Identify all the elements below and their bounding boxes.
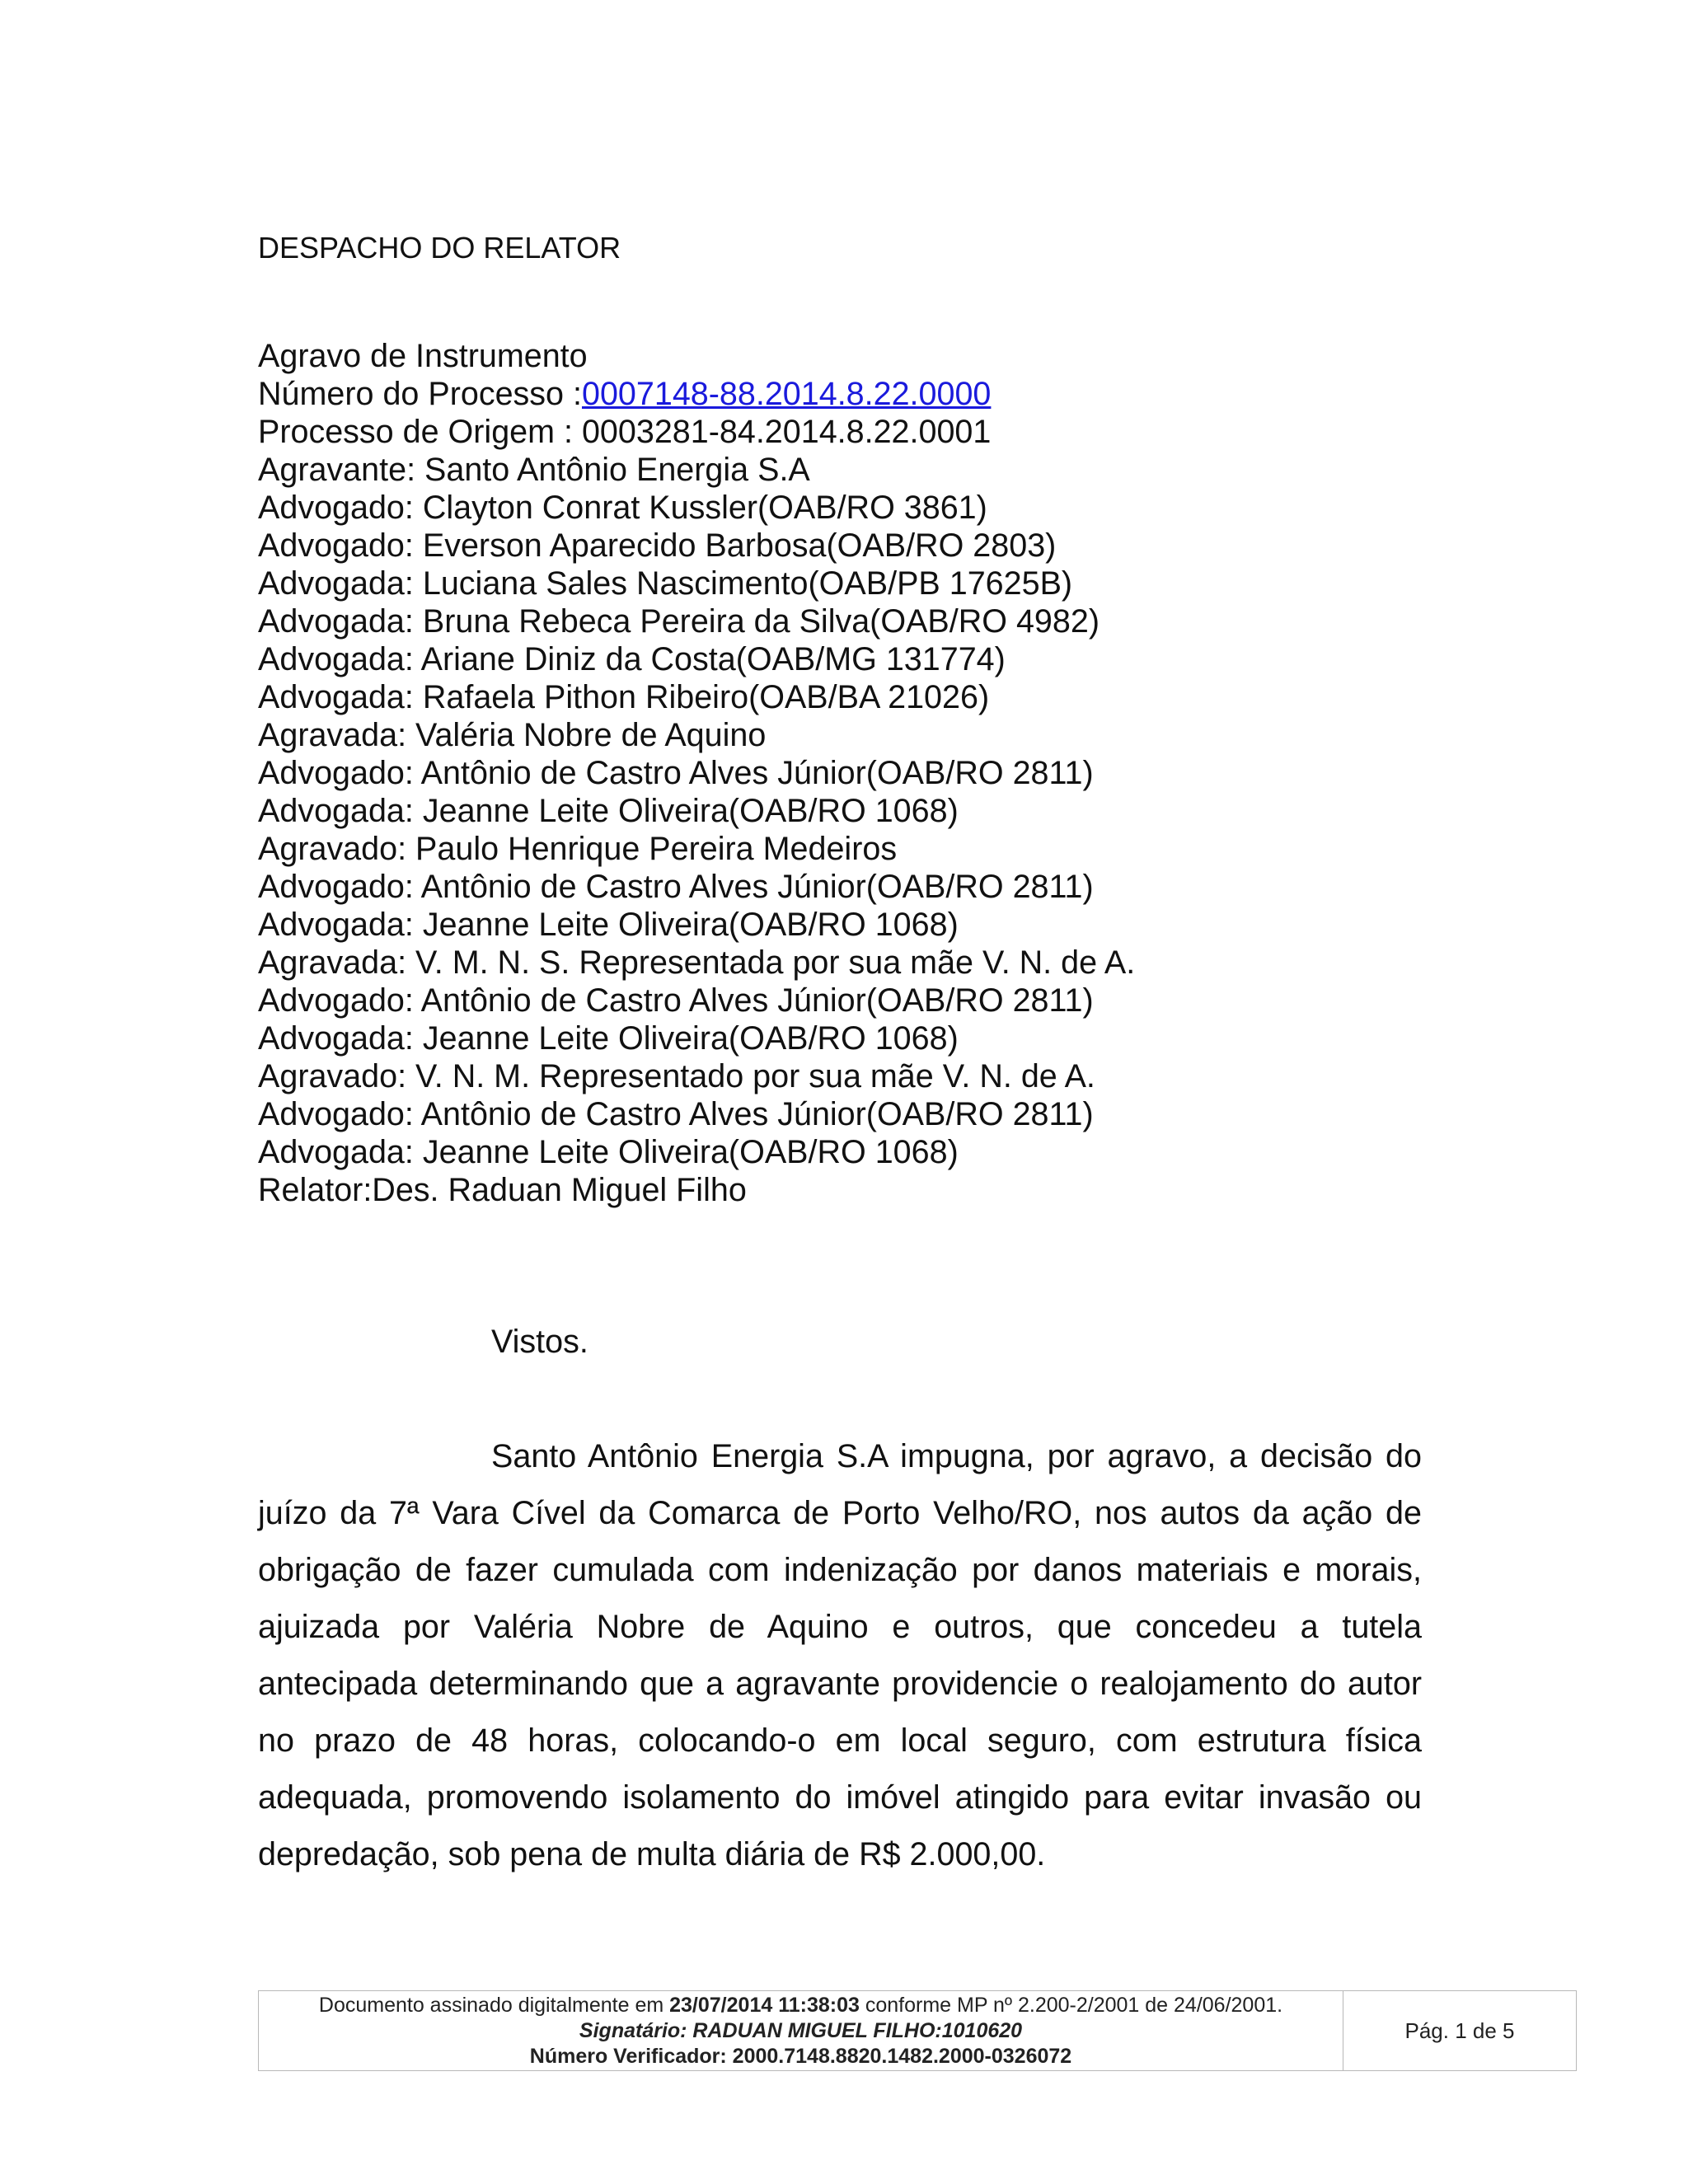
lawyer-line: Advogada: Jeanne Leite Oliveira(OAB/RO 1068) bbox=[258, 1134, 959, 1170]
page-title: DESPACHO DO RELATOR bbox=[258, 231, 621, 265]
lawyer-line: Advogada: Ariane Diniz da Costa(OAB/MG 131774) bbox=[258, 641, 1006, 677]
signature-datetime: 23/07/2014 11:38:03 bbox=[669, 1993, 860, 2017]
signature-footer bbox=[258, 1990, 1577, 2071]
party-line: Agravado: V. N. M. Representado por sua mãe V. N. de A. bbox=[258, 1058, 1095, 1094]
signature-info bbox=[259, 1991, 1343, 2070]
lawyer-line: Advogado: Everson Aparecido Barbosa(OAB/RO 2803) bbox=[258, 527, 1057, 564]
party-line: Agravante: Santo Antônio Energia S.A bbox=[258, 452, 810, 488]
verifier-number: Número Verificador: 2000.7148.8820.1482.2000-0326072 bbox=[529, 2044, 1072, 2068]
process-number-link[interactable]: 0007148-88.2014.8.22.0000 bbox=[581, 376, 992, 412]
vistos-text: Vistos. bbox=[491, 1324, 588, 1360]
party-line: Agravada: V. M. N. S. Representada por sua mãe V. N. de A. bbox=[258, 944, 1136, 981]
page-number: Pág. 1 de 5 bbox=[1404, 2018, 1515, 2043]
case-header bbox=[258, 337, 1494, 1209]
lawyer-line: Advogada: Bruna Rebeca Pereira da Silva(OAB/RO 4982) bbox=[258, 603, 1100, 640]
origin-process-line: Processo de Origem : 0003281-84.2014.8.22.0001 bbox=[258, 414, 992, 450]
process-number-line bbox=[258, 375, 1494, 413]
body-paragraph: Santo Antônio Energia S.A impugna, por agravo, a decisão do juízo da 7ª Vara Cível da Comarca de Porto Velho/RO, nos autos da ação de obrigação de fazer cumulada com indenização por danos materiais e morais, ajuizada por Valéria Nobre de Aquino e outros, que concedeu a tutela antecipada determinando que a agravante providencie o realojamento do autor no prazo de 48 horas, colocando-o em local seguro, com estrutura física adequada, promovendo isolamento do imóvel atingido para evitar invasão ou depredação, sob pena de multa diária de R$ 2.000,00. bbox=[258, 1438, 1422, 1872]
signatory-name: Signatário: RADUAN MIGUEL FILHO:1010620 bbox=[579, 2018, 1023, 2042]
lawyer-line: Advogado: Antônio de Castro Alves Júnior(OAB/RO 2811) bbox=[258, 982, 1094, 1019]
lawyer-line: Advogada: Luciana Sales Nascimento(OAB/PB 17625B) bbox=[258, 565, 1073, 602]
lawyer-line: Advogada: Jeanne Leite Oliveira(OAB/RO 1068) bbox=[258, 1020, 959, 1057]
verifier-line bbox=[530, 2044, 1071, 2069]
lawyer-line: Advogada: Rafaela Pithon Ribeiro(OAB/BA 21026) bbox=[258, 679, 990, 715]
party-line: Agravada: Valéria Nobre de Aquino bbox=[258, 717, 767, 753]
signature-line-1 bbox=[319, 1993, 1282, 2018]
signature-suffix: conforme MP nº 2.200-2/2001 de 24/06/2001. bbox=[859, 1993, 1283, 2017]
process-number-label: Número do Processo : bbox=[258, 376, 582, 412]
lawyer-line: Advogado: Clayton Conrat Kussler(OAB/RO 3861) bbox=[258, 490, 987, 526]
lawyer-line: Advogado: Antônio de Castro Alves Júnior(OAB/RO 2811) bbox=[258, 755, 1094, 791]
lawyer-line: Advogado: Antônio de Castro Alves Júnior(OAB/RO 2811) bbox=[258, 1096, 1094, 1132]
signatory-line bbox=[579, 2018, 1022, 2044]
lawyer-line: Advogado: Antônio de Castro Alves Júnior(OAB/RO 2811) bbox=[258, 869, 1094, 905]
signature-prefix: Documento assinado digitalmente em bbox=[318, 1993, 670, 2017]
party-line: Agravado: Paulo Henrique Pereira Medeiros bbox=[258, 831, 898, 867]
header-line: Agravo de Instrumento bbox=[258, 338, 588, 374]
lawyer-line: Advogada: Jeanne Leite Oliveira(OAB/RO 1068) bbox=[258, 793, 959, 829]
rapporteur-line: Relator:Des. Raduan Miguel Filho bbox=[258, 1172, 747, 1208]
lawyer-line: Advogada: Jeanne Leite Oliveira(OAB/RO 1068) bbox=[258, 907, 959, 943]
